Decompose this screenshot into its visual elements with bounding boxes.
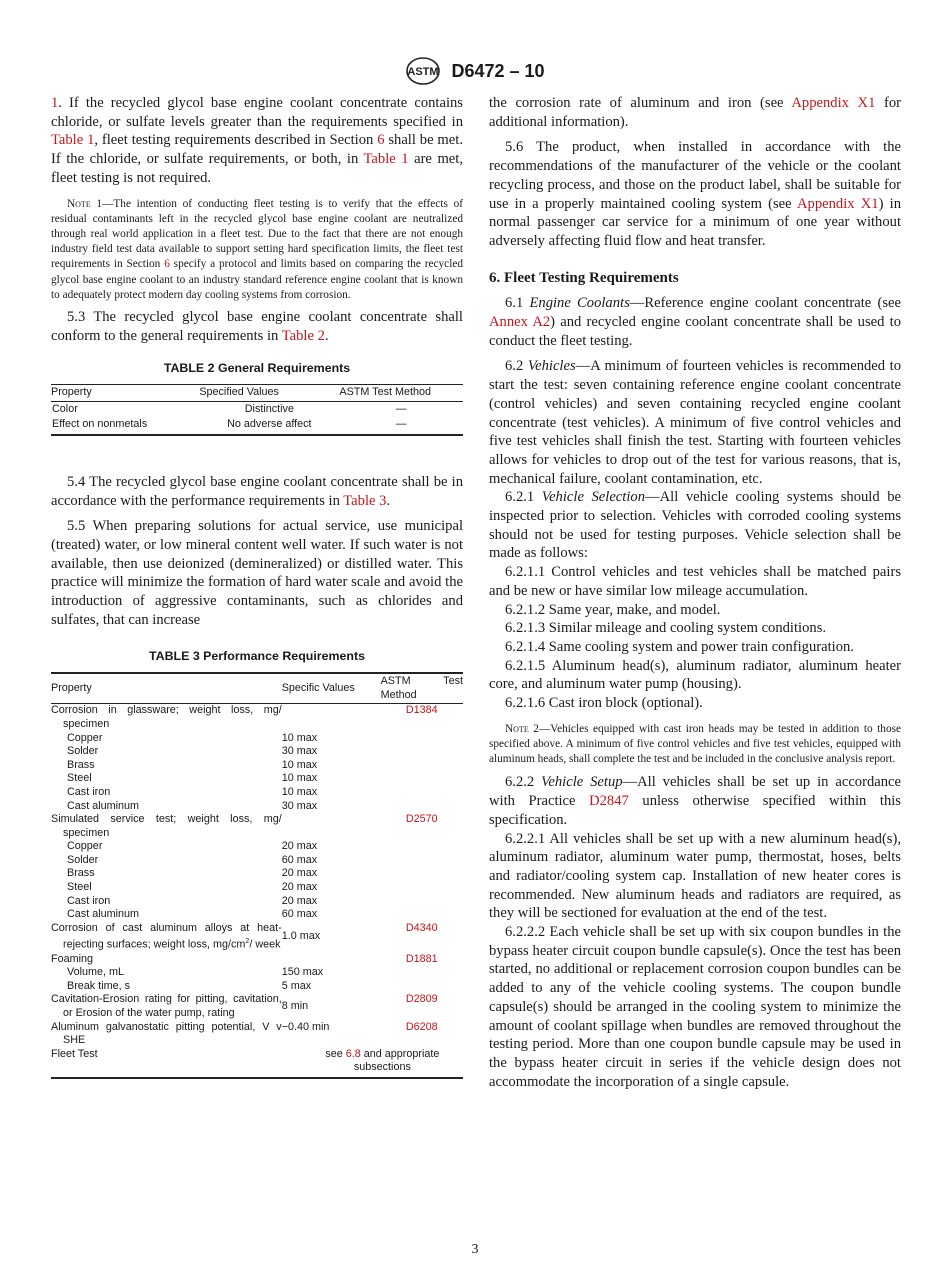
table-header: Property <box>51 385 199 402</box>
d1384-link[interactable]: D1384 <box>405 704 438 717</box>
section-6-8-link[interactable]: 6.8 <box>345 1047 361 1060</box>
paragraph-5-4: 5.4 The recycled glycol base engine coolant concentrate shall be in accordance with the performance requirements in Table 3. <box>51 473 463 509</box>
d6208-link[interactable]: D6208 <box>405 1020 438 1033</box>
page-header <box>0 56 950 86</box>
d2570-link[interactable]: D2570 <box>405 813 438 826</box>
table2-title: TABLE 2 General Requirements <box>163 361 351 376</box>
table-row: Aluminum galvanostatic pitting potential, V v SHE −0.40 min D6208 <box>51 1020 438 1047</box>
section6-link[interactable]: 6 <box>377 132 385 149</box>
table-row: Corrosion of cast aluminum alloys at heat-rejecting surfaces; weight loss, $mg/cm^2/$ week 1.0 max D4340 <box>51 921 438 952</box>
table-row: Cast iron 10 max <box>67 785 318 798</box>
table3-performance-requirements <box>51 672 463 1079</box>
table3-title: TABLE 3 Performance Requirements <box>149 649 365 664</box>
note-2: Note 2—Vehicles equipped with cast iron heads may be tested in addition to those specified above. A minimum of five control vehicles and five test vehicles, equipped with aluminum heads, shall complete the test and be included in the conclusive analysis report. <box>489 722 902 766</box>
table-row: Color Distinctive — <box>52 402 407 415</box>
section-6-heading: 6. Fleet Testing Requirements <box>489 269 679 286</box>
table-row: Effect on nonmetals No adverse affect — <box>51 417 463 435</box>
paragraph-6-2-2-1: 6.2.2.1 All vehicles shall be set up with a new aluminum head(s), aluminum radiator, aluminum water pump, thermostat, hoses, belts and radiator/cooling system cap. Installation of new heater cores is recommended. New aluminum heads and radiators are required, as they will be sectioned for evaluation at the end of the test. <box>489 830 901 922</box>
table-row: Cast aluminum 30 max <box>67 799 318 812</box>
section-link[interactable]: 1 <box>51 95 59 111</box>
paragraph-5-2-cont: 1. If the recycled glycol base engine coolant concentrate contains chloride, or sulfate levels greater than the requirements specified in Table 1, fleet testing requirements described in Section 6 shall be met. If the chloride, or sulfate requirements, or both, in Table 1 are met, fleet testing is not required. <box>51 95 463 186</box>
left-column <box>51 94 463 1079</box>
table2-link[interactable]: Table 2 <box>281 327 325 344</box>
d2847-link[interactable]: D2847 <box>589 793 629 810</box>
paragraph-6-2-1-2: 6.2.1.2 Same year, make, and model. <box>505 601 721 618</box>
table-row: Corrosion in glassware; weight loss, mg/ specimen D1384 <box>51 704 438 730</box>
table1-link[interactable]: Table 1 <box>51 132 95 149</box>
table-row: Steel 20 max <box>67 881 318 894</box>
annex-a2-link[interactable]: Annex A2 <box>489 314 551 331</box>
astm-logo-icon <box>405 56 441 86</box>
table-row: Solder 30 max <box>67 745 318 758</box>
table-header: ASTM Test Method <box>381 673 463 704</box>
paragraph-6-2-1-3: 6.2.1.3 Similar mileage and cooling system conditions. <box>505 620 827 637</box>
d1881-link[interactable]: D1881 <box>405 952 438 965</box>
table-row: Brass 20 max <box>67 867 318 880</box>
table-header: ASTM Test Method <box>339 385 463 402</box>
table-row: Break time, s 5 max <box>67 979 312 992</box>
table-header: Specific Values <box>282 673 381 704</box>
paragraph-6-2-2: 6.2.2 Vehicle Setup—All vehicles shall be set up in accordance with Practice D2847 unless otherwise specified within this specification. <box>489 774 901 828</box>
table-header: Specified Values <box>199 385 339 402</box>
table1-link[interactable]: Table 1 <box>363 151 409 168</box>
table-row: Simulated service test; weight loss, mg/ specimen D2570 <box>51 813 438 839</box>
table-row: Volume, mL 150 max <box>67 966 324 979</box>
table-row: Copper 10 max <box>67 731 318 744</box>
paragraph-6-2-1-6: 6.2.1.6 Cast iron block (optional). <box>505 695 703 712</box>
svg-text:ASTM: ASTM <box>407 66 440 78</box>
table-row: Cavitation-Erosion rating for pitting, cavitation, or Erosion of the water pump, rating 8 min D2809 <box>51 993 438 1019</box>
table-row: Solder 60 max <box>67 853 318 866</box>
table2-general-requirements <box>51 384 463 436</box>
table-row: Copper 20 max <box>67 840 318 853</box>
paragraph-5-3: 5.3 The recycled glycol base engine coolant concentrate shall conform to the general requirements in Table 2. <box>51 308 463 344</box>
table-row: Brass 10 max <box>67 758 318 771</box>
paragraph-5-6: 5.6 The product, when installed in accordance with the recommendations of the manufacturer of the vehicle or the coolant recycling process, and those on the product label, shall be suitable for use in a properly maintained cooling system (see Appendix X1) in normal passenger car service for a minimum of one year without adversely affecting fluid flow and heat transfer. <box>489 139 901 249</box>
paragraph-6-2-1: 6.2.1 Vehicle Selection—All vehicle cooling systems should be inspected prior to selection. Vehicles with corroded cooling systems should not be used for testing purposes. Vehicle selection shall be made as follows: <box>489 489 901 562</box>
paragraph-6-1: 6.1 Engine Coolants—Reference engine coolant concentrate (see Annex A2) and recycled engine coolant concentrate shall be used to conduct the fleet testing. <box>489 295 902 349</box>
table-row: Steel 10 max <box>67 772 318 785</box>
paragraph-6-2: 6.2 Vehicles—A minimum of fourteen vehicles is recommended to start the test: seven containing reference engine coolant concentrate (control vehicles) and seven containing recycled engine coolant concentrate (test vehicles). A minimum of five control vehicles and five test vehicles shall finish the test. Starting with fourteen vehicles allows for vehicles to drop out of the test for various reasons, that is, mechanical failure, coolant contamination, etc. <box>489 358 901 487</box>
appendix-x1-link[interactable]: Appendix X1 <box>797 195 879 212</box>
right-column <box>489 94 901 1091</box>
note-1: Note 1—The intention of conducting fleet testing is to verify that the effects of residual contaminants left in the recycled glycol base engine coolant are neutralized through real world application in a fleet test. Due to the fact that there are not enough industry field test data available to support setting hard specification limits, the fleet test requirements in Section 6 specify a protocol and limits based on comparing the recycled glycol base engine coolant to an industry standard reference engine coolant that is known to adequately protect modern day cooling systems from corrosion. <box>51 197 463 301</box>
table-header: Property <box>51 673 282 704</box>
paragraph-6-2-2-2: 6.2.2.2 Each vehicle shall be set up with six coupon bundles in the bypass heater circuit coupon bundle capsule(s). Once the test has been started, no additional or replacement corrosion coupon bundles can be added to any of the vehicle cooling systems. The coupon bundle capsule(s) should be arranged in the cooling system to minimize the amount of coolant spillage when bundles are removed throughout the testing period. More than one coupon bundle capsule may be used in the bypass heater circuit in series if the vehicle design does not accommodate the incorporation of a single capsule. <box>489 924 901 1090</box>
paragraph-6-2-1-1: 6.2.1.1 Control vehicles and test vehicles shall be matched pairs and be new or have similar low mileage accumulation. <box>489 564 901 599</box>
table-row: Foaming D1881 <box>51 952 438 965</box>
paragraph-6-2-1-4: 6.2.1.4 Same cooling system and power train configuration. <box>505 638 854 655</box>
standard-designation: D6472 – 10 <box>451 60 545 81</box>
paragraph-5-5: 5.5 When preparing solutions for actual service, use municipal (treated) water, or low mineral content well water. If such water is not available, then use deionized (demineralized) or distilled water. This practice will minimize the formation of hard water scale and avoid the introduction of aggressive contaminants, such as chlorides and sulfates, that can increase <box>51 518 463 628</box>
table-row: Cast aluminum 60 max <box>67 908 318 921</box>
page-number: 3 <box>471 1242 479 1257</box>
table-row: Cast iron 20 max <box>67 894 318 907</box>
paragraph-6-2-1-5: 6.2.1.5 Aluminum head(s), aluminum radiator, aluminum heater core, and aluminum water pump (housing). <box>489 657 901 693</box>
paragraph-5-5-cont: the corrosion rate of aluminum and iron (see Appendix X1 for additional information). <box>489 95 902 130</box>
d2809-link[interactable]: D2809 <box>405 993 438 1006</box>
table-row: Fleet Test see 6.8 and appropriate subsections <box>51 1048 463 1078</box>
section6-link[interactable]: 6 <box>164 258 170 271</box>
appendix-x1-link[interactable]: Appendix X1 <box>791 95 876 111</box>
d4340-link[interactable]: D4340 <box>405 921 438 934</box>
table3-link[interactable]: Table 3 <box>343 492 387 509</box>
